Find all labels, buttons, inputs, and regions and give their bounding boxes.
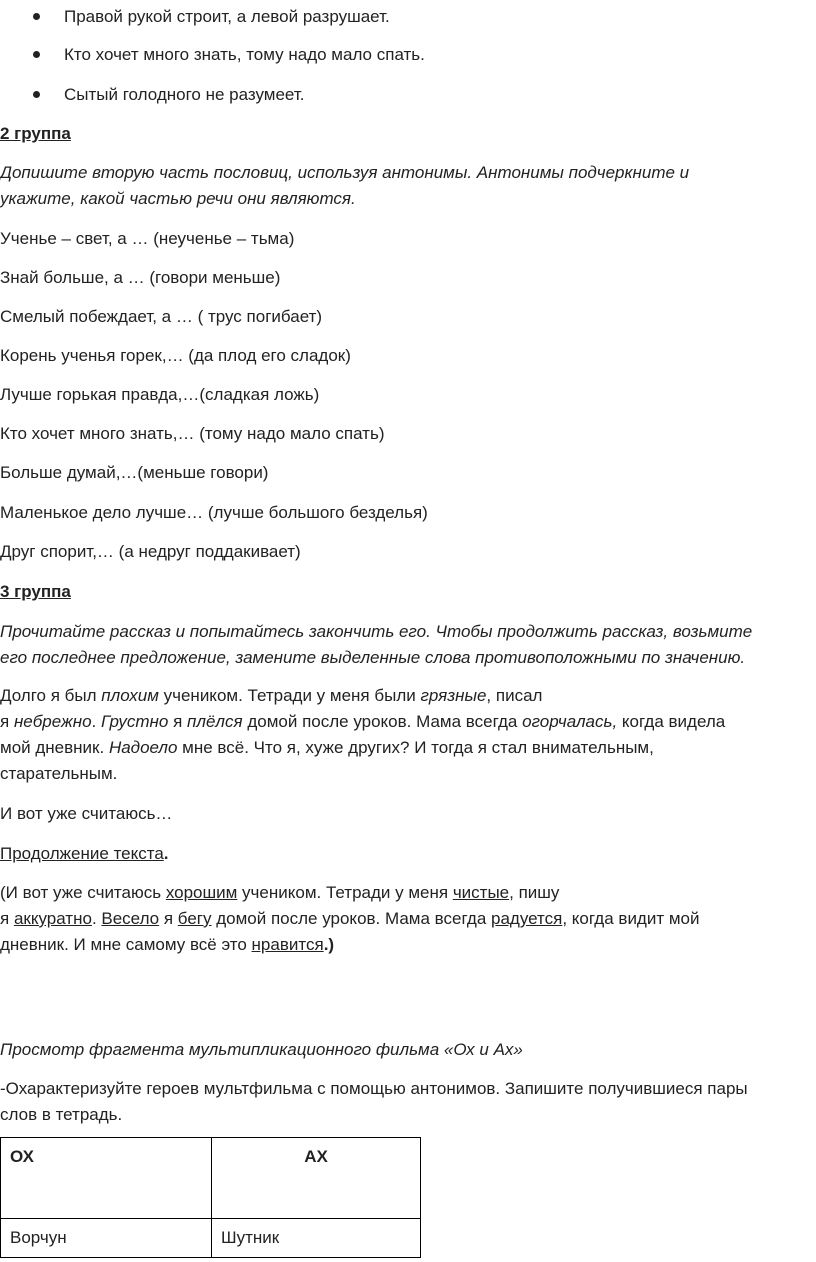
answer-line: дневник. И мне самому всё это нравится.)	[0, 935, 335, 954]
table-cell: Шутник	[212, 1219, 421, 1258]
group3-instruction: Прочитайте рассказ и попытайтесь закончить его. Чтобы продолжить рассказ, возьмите	[0, 622, 753, 641]
table-row	[1, 1219, 421, 1258]
group3-heading: 3 группа	[0, 582, 71, 601]
cartoon-task: -Охарактеризуйте героев мультфильма с помощью антонимов. Запишите получившиеся пары	[0, 1079, 748, 1098]
group2-instruction: Допишите вторую часть пословиц, используя антонимы. Антонимы подчеркните и	[0, 163, 690, 182]
proverb-line: Друг спорит,… (а недруг поддакивает)	[0, 542, 301, 561]
bullet-dot	[33, 51, 40, 58]
group2-heading: 2 группа	[0, 124, 71, 143]
answer-line: я аккуратно. Весело я бегу домой после уроков. Мама всегда радуется, когда видит мой	[0, 909, 700, 928]
table-row	[1, 1138, 421, 1219]
proverb-line: Корень ученья горек,… (да плод его сладок)	[0, 346, 351, 365]
continuation-label: Продолжение текста.	[0, 844, 169, 863]
characters-table	[0, 1137, 421, 1258]
bullet-dot	[33, 91, 40, 98]
table-header-cell: ОХ	[1, 1138, 212, 1219]
cartoon-title: Просмотр фрагмента мультипликационного фильма «Ох и Ах»	[0, 1040, 523, 1059]
story-line: мой дневник. Надоело мне всё. Что я, хуже других? И тогда я стал внимательным,	[0, 738, 654, 757]
list-item: Правой рукой строит, а левой разрушает.	[64, 7, 390, 26]
proverb-line: Знай больше, а … (говори меньше)	[0, 268, 281, 287]
table-header-cell: АХ	[212, 1138, 421, 1219]
group2-instruction: укажите, какой частью речи они являются.	[0, 189, 356, 208]
proverb-line: Больше думай,…(меньше говори)	[0, 463, 269, 482]
answer-line: (И вот уже считаюсь хорошим учеником. Тетради у меня чистые, пишу	[0, 883, 560, 902]
list-item: Сытый голодного не разумеет.	[64, 85, 305, 104]
story-line: я небрежно. Грустно я плёлся домой после уроков. Мама всегда огорчалась, когда видела	[0, 712, 726, 731]
story-line: Долго я был плохим учеником. Тетради у меня были грязные, писал	[0, 686, 543, 705]
list-item: Кто хочет много знать, тому надо мало спать.	[64, 45, 425, 64]
proverb-line: Ученье – свет, а … (неученье – тьма)	[0, 229, 295, 248]
bullet-dot	[33, 13, 40, 20]
proverb-line: Лучше горькая правда,…(сладкая ложь)	[0, 385, 320, 404]
story-line: старательным.	[0, 764, 118, 783]
table-cell: Ворчун	[1, 1219, 212, 1258]
proverb-line: Смелый побеждает, а … ( трус погибает)	[0, 307, 323, 326]
proverb-line: Маленькое дело лучше… (лучше большого безделья)	[0, 503, 428, 522]
cartoon-task: слов в тетрадь.	[0, 1105, 123, 1124]
continue-prompt: И вот уже считаюсь…	[0, 804, 173, 823]
group3-instruction: его последнее предложение, замените выделенные слова противоположными по значению.	[0, 648, 746, 667]
proverb-line: Кто хочет много знать,… (тому надо мало спать)	[0, 424, 385, 443]
